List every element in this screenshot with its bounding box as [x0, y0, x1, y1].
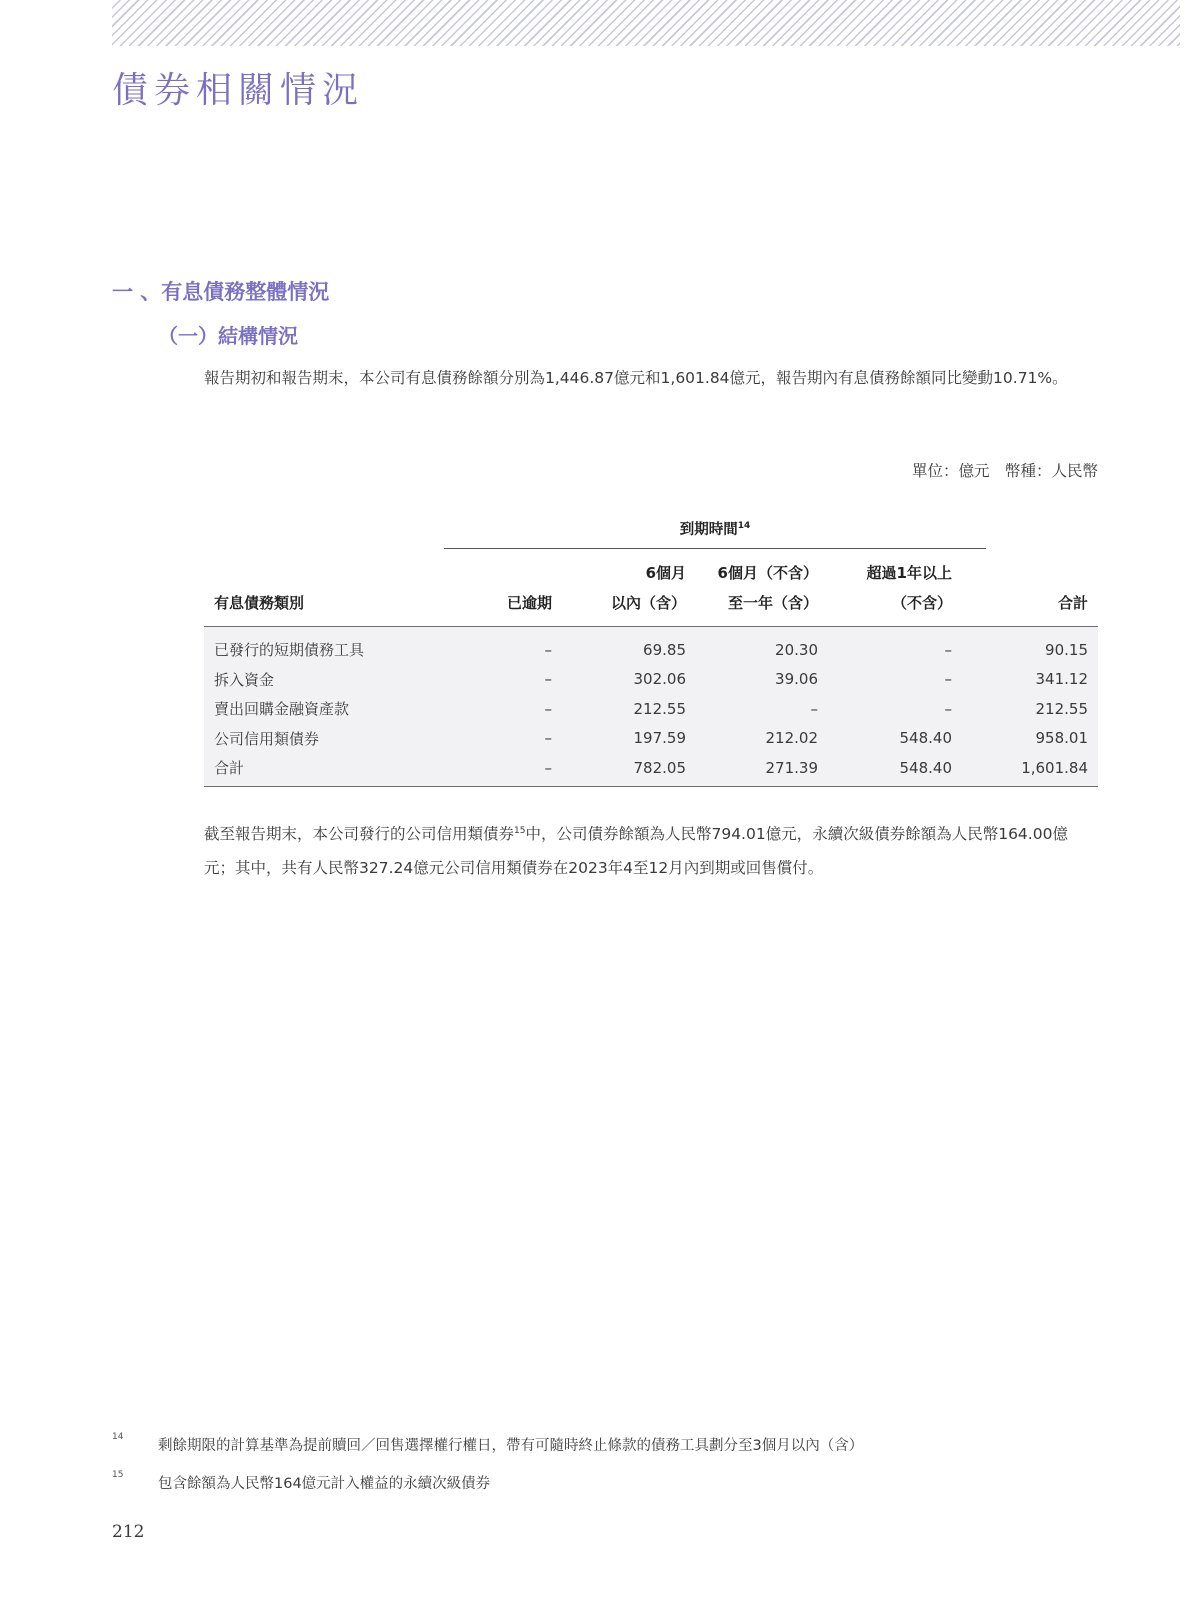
col-header-overdue: 已逾期 — [506, 594, 552, 612]
paragraph2-before-ref: 截至報告期末，本公司發行的公司信用類債券 — [204, 825, 515, 843]
col-header-6m-to-1y — [696, 558, 828, 627]
col-header-6m-to-1y-line2: 至一年（含） — [727, 594, 818, 612]
cell-overdue: – — [544, 729, 552, 748]
footnote-text: 包含餘額為人民幣164億元計入權益的永續次級債券 — [158, 1476, 491, 1492]
cell-category: 賣出回購金融資產款 — [214, 700, 350, 719]
cell-within-6m: 69.85 — [643, 640, 686, 659]
footnote-mark: 15 — [112, 1470, 124, 1480]
footnote-text: 剩餘期限的計算基準為提前贖回／回售選擇權行權日，帶有可隨時終止條款的債務工具劃分至3個月以內（含） — [158, 1438, 864, 1454]
page-number: 212 — [112, 1522, 145, 1542]
cell-overdue: – — [544, 758, 552, 777]
col-header-within-6m-line2: 以內（含） — [610, 594, 686, 612]
cell-over-1y: 548.40 — [899, 758, 952, 777]
debt-table — [204, 558, 1098, 787]
col-header-over-1y-line1: 超過1年以上 — [866, 564, 952, 582]
col-header-category: 有息債務類別 — [214, 594, 305, 612]
cell-overdue: – — [544, 699, 552, 718]
cell-total: 212.55 — [1035, 699, 1088, 718]
cell-total: 90.15 — [1045, 640, 1088, 659]
subsection-heading: （一）結構情況 — [158, 324, 298, 348]
table-row — [204, 724, 1098, 754]
cell-within-6m: 302.06 — [633, 670, 686, 689]
cell-6m-to-1y: 212.02 — [765, 729, 818, 748]
maturity-header-label: 到期時間 — [679, 522, 738, 538]
col-header-6m-to-1y-line1: 6個月（不含） — [717, 564, 818, 582]
col-header-over-1y-line2: （不含） — [891, 594, 952, 612]
cell-over-1y: 548.40 — [899, 729, 952, 748]
table-row — [204, 665, 1098, 695]
page-title: 債券相關情況 — [112, 70, 365, 111]
footnote-14 — [112, 1434, 1112, 1472]
cell-overdue: – — [544, 670, 552, 689]
footnote-ref-14[interactable]: 14 — [737, 521, 751, 532]
cell-category: 合計 — [214, 759, 245, 778]
cell-6m-to-1y: 39.06 — [775, 670, 818, 689]
footnote-ref-15[interactable]: 15 — [514, 825, 526, 836]
col-header-total: 合計 — [1057, 594, 1088, 612]
footnote-15 — [112, 1472, 1112, 1510]
cell-over-1y: – — [944, 670, 952, 689]
section-heading: 一 、有息債務整體情況 — [112, 280, 330, 304]
cell-total: 1,601.84 — [1021, 758, 1088, 777]
footnotes — [112, 1434, 1112, 1510]
table-row — [204, 694, 1098, 724]
cell-total: 958.01 — [1035, 729, 1088, 748]
cell-6m-to-1y: 20.30 — [775, 640, 818, 659]
table-header-row — [204, 558, 1098, 627]
cell-category: 已發行的短期債務工具 — [214, 641, 365, 660]
cell-over-1y: – — [944, 699, 952, 718]
cell-6m-to-1y: – — [810, 699, 818, 718]
maturity-group-header — [444, 518, 986, 539]
cell-6m-to-1y: 271.39 — [765, 758, 818, 777]
cell-within-6m: 782.05 — [633, 758, 686, 777]
maturity-group-rule — [444, 548, 986, 549]
paragraph-credit-bonds — [204, 817, 1094, 885]
col-header-within-6m-line1: 6個月 — [645, 564, 686, 582]
cell-category: 公司信用類債券 — [214, 729, 320, 748]
header-hatch-band — [112, 0, 1180, 46]
col-header-over-1y — [828, 558, 962, 627]
cell-within-6m: 197.59 — [633, 729, 686, 748]
cell-over-1y: – — [944, 640, 952, 659]
cell-within-6m: 212.55 — [633, 699, 686, 718]
footnote-mark: 14 — [112, 1432, 124, 1442]
table-row — [204, 627, 1098, 665]
col-header-within-6m — [562, 558, 696, 627]
paragraph-debt-balance: 報告期初和報告期末，本公司有息債務餘額分別為1,446.87億元和1,601.84億元，報告期內有息債務餘額同比變動10.71%。 — [204, 369, 1068, 387]
cell-overdue: – — [544, 640, 552, 659]
unit-currency-note: 單位：億元 幣種：人民幣 — [911, 462, 1098, 480]
table-row-total — [204, 753, 1098, 786]
paragraph2-after-ref: 中，公司債券餘額為人民幣794.01億元，永續次級債券餘額為人民幣164.00億元；其中，共有人民幣327.24億元公司信用類債券在2023年4至12月內到期或回售償付。 — [204, 825, 1068, 877]
cell-total: 341.12 — [1035, 670, 1088, 689]
cell-category: 拆入資金 — [214, 670, 275, 689]
